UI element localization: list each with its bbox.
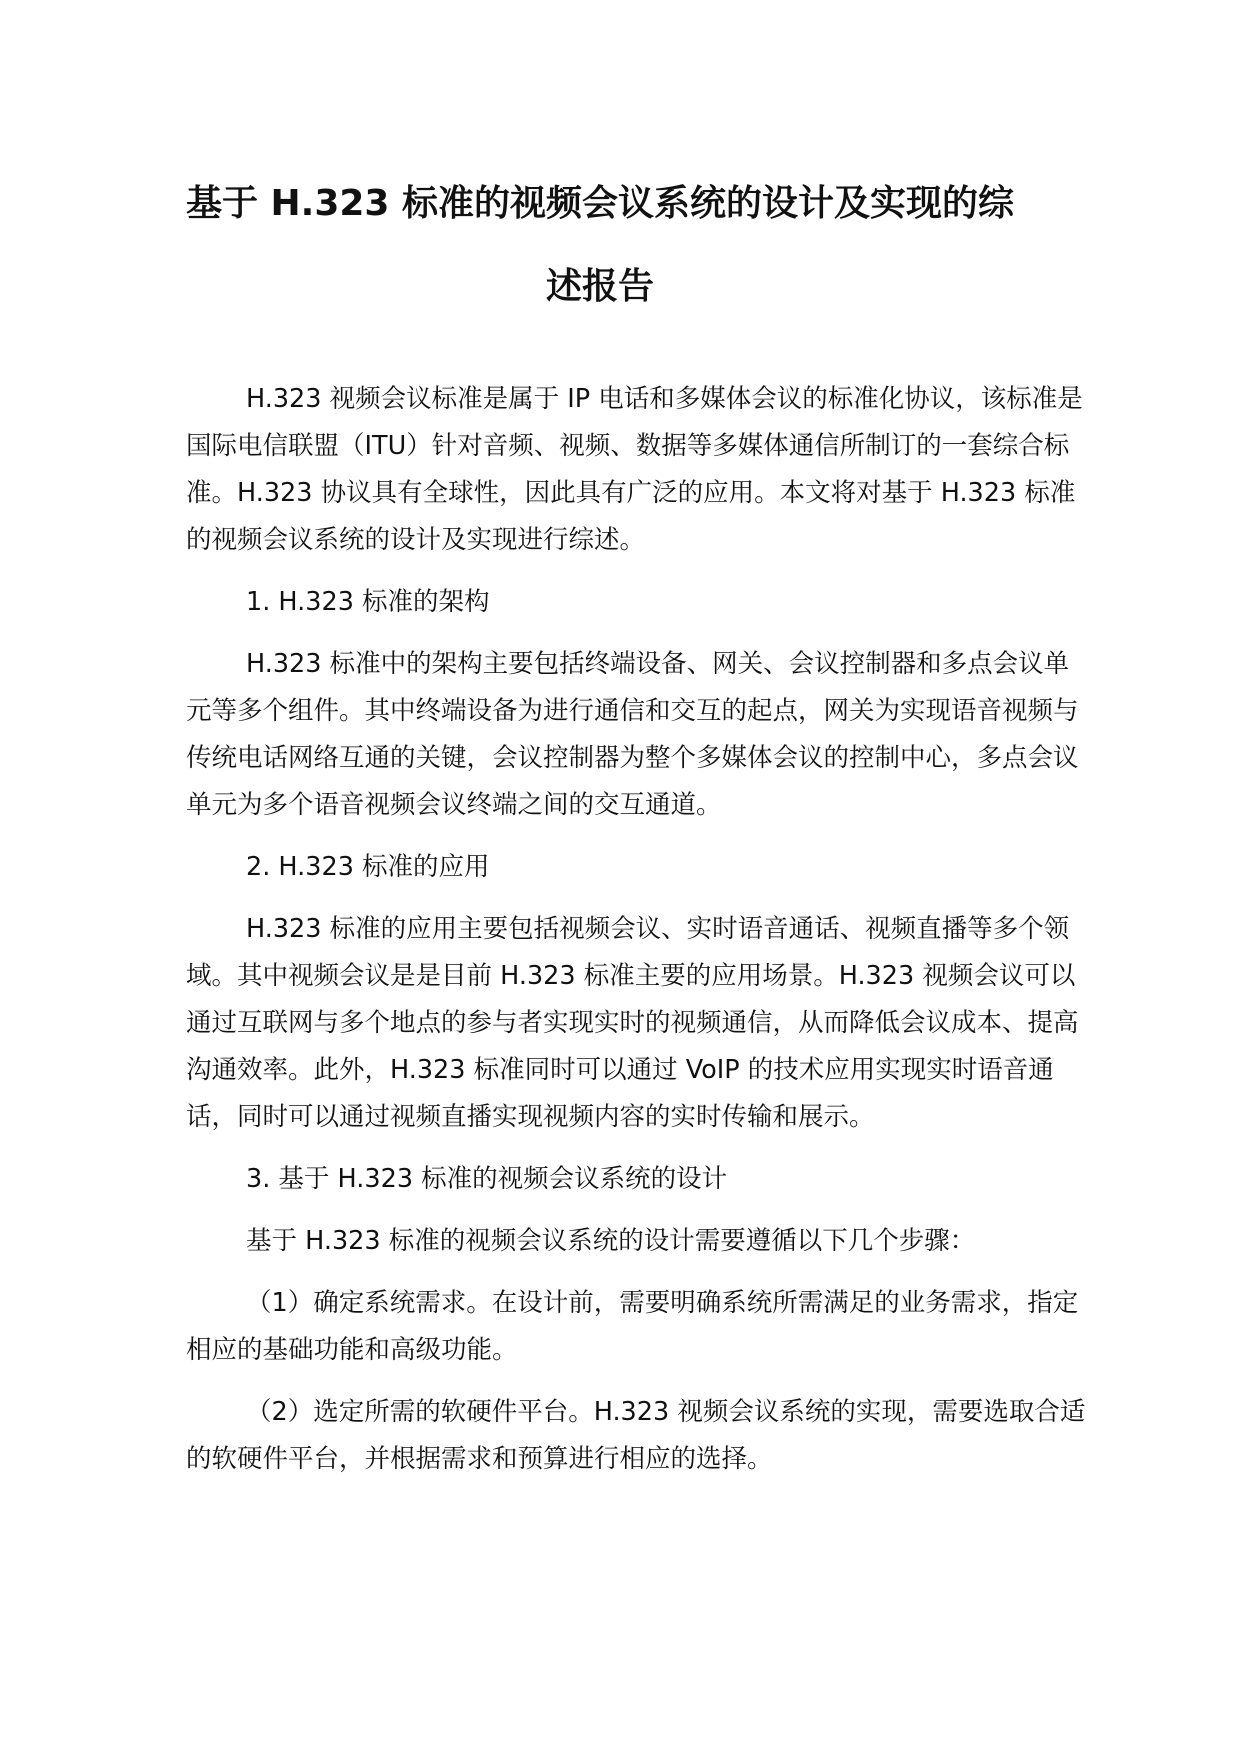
design-step-2: （2）选定所需的软硬件平台。H.323 视频会议系统的实现，需要选取合适的软硬件平台，并根据需求和预算进行相应的选择。 [186, 1397, 1086, 1474]
design-step-1: （1）确定系统需求。在设计前，需要明确系统所需满足的业务需求，指定相应的基础功能和高级功能。 [186, 1288, 1079, 1365]
document-body [186, 376, 1086, 1483]
design-intro-paragraph: 基于 H.323 标准的视频会议系统的设计需要遵循以下几个步骤： [246, 1226, 976, 1256]
application-paragraph: H.323 标准的应用主要包括视频会议、实时语音通话、视频直播等多个领域。其中视频会议是是目前 H.323 标准主要的应用场景。H.323 视频会议可以通过互联网与多个地点的参与者实现实时的视频通信，从而降低会议成本、提高沟通效率。此外，H.323 标准同时可以通过 VoIP 的技术应用实现实时语音通话，同时可以通过视频直播实现视频内容的实时传输和展示。 [186, 914, 1079, 1132]
document-title-line-1: 基于 H.323 标准的视频会议系统的设计及实现的综 [185, 183, 1015, 224]
document-title-line-2: 述报告 [545, 266, 654, 307]
architecture-paragraph: H.323 标准中的架构主要包括终端设备、网关、会议控制器和多点会议单元等多个组件。其中终端设备为进行通信和交互的起点，网关为实现语音视频与传统电话网络互通的关键，会议控制器为整个多媒体会议的控制中心，多点会议单元为多个语音视频会议终端之间的交互通道。 [186, 649, 1079, 820]
section-heading-architecture: 1. H.323 标准的架构 [246, 587, 490, 617]
intro-paragraph: H.323 视频会议标准是属于 IP 电话和多媒体会议的标准化协议，该标准是国际电信联盟（ITU）针对音频、视频、数据等多媒体通信所制订的一套综合标准。H.323 协议具有全球性，因此具有广泛的应用。本文将对基于 H.323 标准的视频会议系统的设计及实现进行综述。 [186, 384, 1083, 555]
section-heading-application: 2. H.323 标准的应用 [246, 852, 490, 882]
section-heading-design: 3. 基于 H.323 标准的视频会议系统的设计 [246, 1164, 728, 1194]
